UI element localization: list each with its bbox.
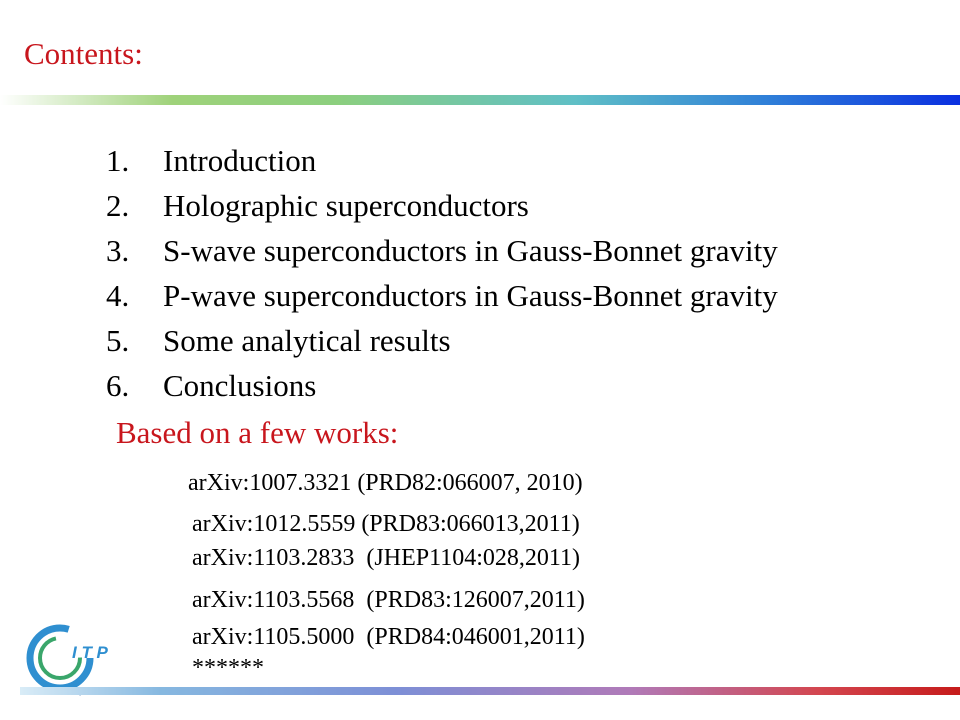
top-gradient-bar (0, 95, 960, 105)
list-item (106, 138, 778, 183)
list-item (106, 183, 778, 228)
item-text: Introduction (163, 143, 317, 178)
list-item (106, 228, 778, 273)
reference-item: arXiv:1103.5568 (PRD83:126007,2011) (192, 587, 585, 613)
list-item (106, 363, 778, 408)
reference-item: ****** (192, 655, 264, 681)
item-text: Holographic superconductors (163, 188, 529, 223)
reference-item: arXiv:1103.2833 (JHEP1104:028,2011) (192, 545, 580, 571)
slide-title: Contents: (24, 36, 143, 71)
item-text: Some analytical results (163, 323, 451, 358)
item-text: Conclusions (163, 368, 317, 403)
item-text: S-wave superconductors in Gauss-Bonnet gravity (163, 233, 778, 268)
logo-text: I T P (72, 643, 108, 662)
list-item (106, 318, 778, 363)
item-number: 5. (106, 323, 130, 358)
bottom-gradient-bar (20, 687, 960, 695)
reference-item: arXiv:1007.3321 (PRD82:066007, 2010) (188, 470, 583, 496)
item-number: 3. (106, 233, 130, 268)
item-number: 2. (106, 188, 130, 223)
based-on-heading: Based on a few works: (116, 415, 399, 450)
reference-item: arXiv:1105.5000 (PRD84:046001,2011) (192, 624, 585, 650)
reference-item: arXiv:1012.5559 (PRD83:066013,2011) (192, 511, 580, 537)
contents-list (106, 138, 778, 408)
item-text: P-wave superconductors in Gauss-Bonnet gravity (163, 278, 778, 313)
list-item (106, 273, 778, 318)
item-number: 4. (106, 278, 130, 313)
item-number: 6. (106, 368, 130, 403)
item-number: 1. (106, 143, 130, 178)
